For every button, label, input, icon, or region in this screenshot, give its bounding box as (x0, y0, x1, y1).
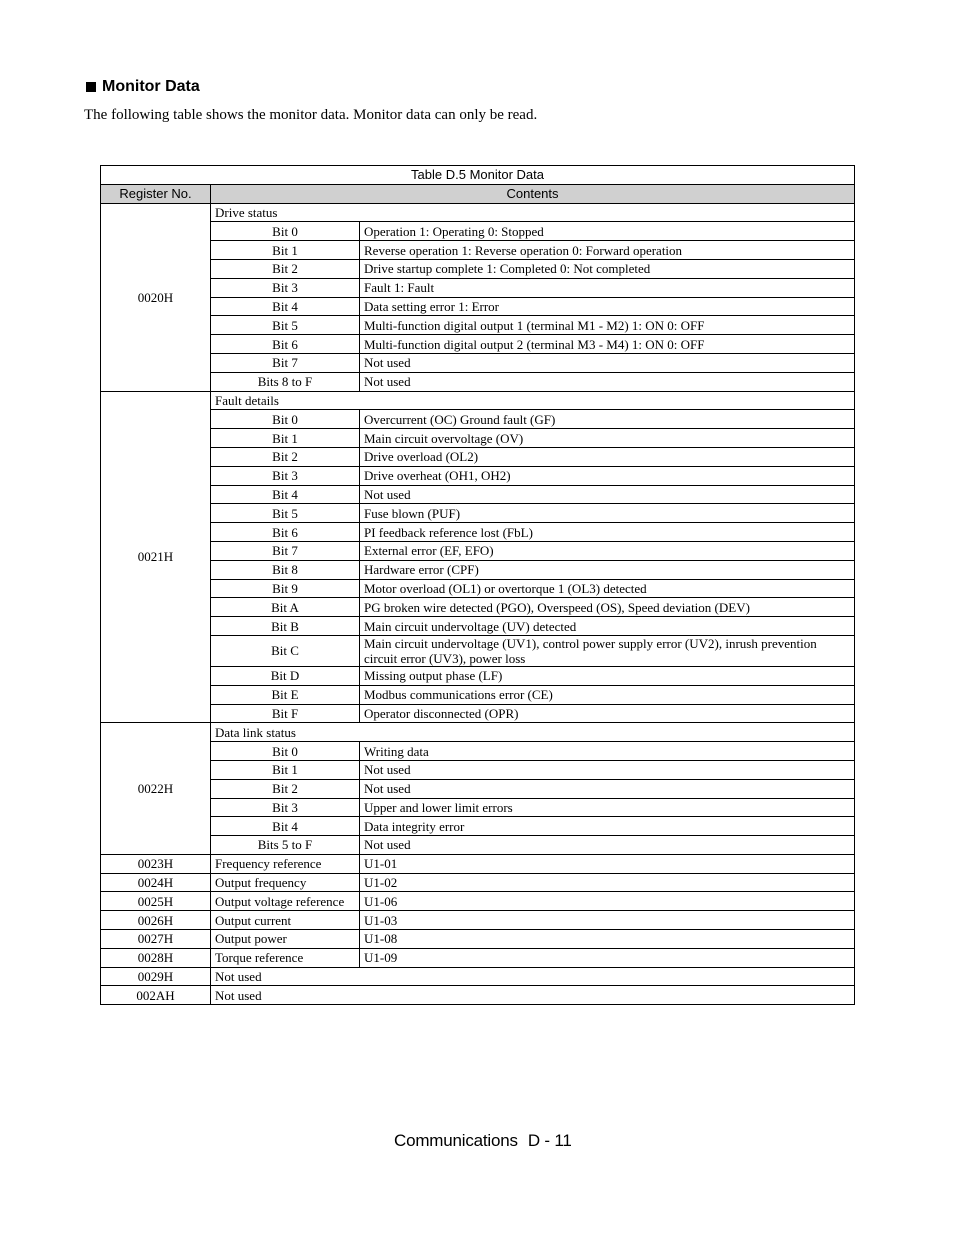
name-cell: Output power (211, 930, 360, 949)
name-cell: Output voltage reference (211, 892, 360, 911)
description-cell: Not used (360, 760, 855, 779)
description-cell: PG broken wire detected (PGO), Overspeed (OS), Speed deviation (DEV) (360, 598, 855, 617)
description-cell: Missing output phase (LF) (360, 666, 855, 685)
description-cell: Motor overload (OL1) or overtorque 1 (OL3) detected (360, 579, 855, 598)
name-cell: Output frequency (211, 873, 360, 892)
description-cell: Drive overheat (OH1, OH2) (360, 466, 855, 485)
table-row (101, 967, 855, 986)
description-cell: Upper and lower limit errors (360, 798, 855, 817)
bit-cell: Bit 4 (211, 485, 360, 504)
description-cell: Not used (360, 779, 855, 798)
bit-cell: Bit 5 (211, 316, 360, 335)
register-cell: 0026H (101, 911, 211, 930)
table-row (101, 447, 855, 466)
table-row (101, 241, 855, 260)
description-cell: Main circuit overvoltage (OV) (360, 429, 855, 448)
description-cell: External error (EF, EFO) (360, 541, 855, 560)
table-row (101, 259, 855, 278)
table-row (101, 704, 855, 723)
description-cell: Fault 1: Fault (360, 278, 855, 297)
section-heading (86, 78, 200, 96)
bit-cell: Bit A (211, 598, 360, 617)
table-row (101, 948, 855, 967)
description-cell: Data setting error 1: Error (360, 297, 855, 316)
footer-chapter: Communications (394, 1131, 518, 1150)
name-cell: Output current (211, 911, 360, 930)
table-row (101, 485, 855, 504)
monitor-cell: U1-06 (360, 892, 855, 911)
table-row (101, 873, 855, 892)
description-cell: PI feedback reference lost (FbL) (360, 523, 855, 542)
table-row (101, 541, 855, 560)
bit-cell: Bit 7 (211, 541, 360, 560)
table-row (101, 930, 855, 949)
description-cell: Overcurrent (OC) Ground fault (GF) (360, 410, 855, 429)
bit-cell: Bit 9 (211, 579, 360, 598)
table-row (101, 598, 855, 617)
section-title: Monitor Data (102, 78, 200, 95)
monitor-cell: U1-02 (360, 873, 855, 892)
table-row (101, 391, 855, 410)
register-cell: 0020H (101, 203, 211, 391)
intro-paragraph: The following table shows the monitor data. Monitor data can only be read. (84, 107, 538, 123)
bit-cell: Bits 5 to F (211, 836, 360, 855)
table-row (101, 429, 855, 448)
square-bullet-icon (86, 82, 96, 92)
table-row (101, 316, 855, 335)
bit-cell: Bit 4 (211, 297, 360, 316)
description-cell: Operation 1: Operating 0: Stopped (360, 222, 855, 241)
description-cell: Not used (360, 836, 855, 855)
monitor-cell: U1-08 (360, 930, 855, 949)
page-footer (394, 1131, 572, 1151)
register-cell: 0024H (101, 873, 211, 892)
description-cell: Multi-function digital output 1 (terminal M1 - M2) 1: ON 0: OFF (360, 316, 855, 335)
table-row (101, 986, 855, 1005)
register-cell: 0023H (101, 854, 211, 873)
table-caption: Table D.5 Monitor Data (101, 166, 855, 185)
table-row (101, 504, 855, 523)
bit-cell: Bit 1 (211, 241, 360, 260)
monitor-data-table (100, 165, 855, 1005)
footer-page-number: D - 11 (527, 1131, 572, 1150)
register-cell: 0021H (101, 391, 211, 723)
table-row (101, 798, 855, 817)
bit-cell: Bit 3 (211, 798, 360, 817)
description-cell: Not used (360, 353, 855, 372)
description-cell: Not used (211, 986, 855, 1005)
table-row (101, 466, 855, 485)
bit-cell: Bit 2 (211, 259, 360, 278)
description-cell: Modbus communications error (CE) (360, 685, 855, 704)
monitor-cell: U1-03 (360, 911, 855, 930)
bit-cell: Bit 6 (211, 335, 360, 354)
bit-cell: Bit 2 (211, 447, 360, 466)
description-cell: Main circuit undervoltage (UV) detected (360, 617, 855, 636)
table-row (101, 817, 855, 836)
register-cell: 0029H (101, 967, 211, 986)
table-row (101, 297, 855, 316)
description-cell: Drive startup complete 1: Completed 0: Not completed (360, 259, 855, 278)
table-row (101, 560, 855, 579)
bit-cell: Bit 0 (211, 742, 360, 761)
table-row (101, 685, 855, 704)
description-cell: Hardware error (CPF) (360, 560, 855, 579)
bit-cell: Bit 6 (211, 523, 360, 542)
table-row (101, 742, 855, 761)
bit-cell: Bit 0 (211, 410, 360, 429)
bit-cell: Bit 3 (211, 466, 360, 485)
column-header-register: Register No. (101, 184, 211, 203)
bit-cell: Bit 2 (211, 779, 360, 798)
table-row (101, 723, 855, 742)
table-row (101, 353, 855, 372)
group-heading-cell: Drive status (211, 203, 855, 222)
description-cell: Operator disconnected (OPR) (360, 704, 855, 723)
monitor-cell: U1-09 (360, 948, 855, 967)
bit-cell: Bit 7 (211, 353, 360, 372)
table-row (101, 635, 855, 666)
table-row (101, 579, 855, 598)
bit-cell: Bit 5 (211, 504, 360, 523)
bit-cell: Bit 1 (211, 429, 360, 448)
description-cell: Not used (360, 372, 855, 391)
bit-cell: Bit 4 (211, 817, 360, 836)
register-cell: 0027H (101, 930, 211, 949)
bit-cell: Bit 1 (211, 760, 360, 779)
description-cell: Multi-function digital output 2 (terminal M3 - M4) 1: ON 0: OFF (360, 335, 855, 354)
description-cell: Data integrity error (360, 817, 855, 836)
description-cell: Not used (211, 967, 855, 986)
table-row (101, 760, 855, 779)
register-cell: 0025H (101, 892, 211, 911)
table-row (101, 410, 855, 429)
bit-cell: Bit B (211, 617, 360, 636)
table-row (101, 523, 855, 542)
register-cell: 002AH (101, 986, 211, 1005)
description-cell: Writing data (360, 742, 855, 761)
description-cell: Reverse operation 1: Reverse operation 0: Forward operation (360, 241, 855, 260)
table-row (101, 617, 855, 636)
description-cell: Main circuit undervoltage (UV1), control power supply error (UV2), inrush prevention circuit error (UV3), power loss (360, 635, 855, 666)
description-cell: Fuse blown (PUF) (360, 504, 855, 523)
bit-cell: Bit F (211, 704, 360, 723)
table-row (101, 278, 855, 297)
table-row (101, 335, 855, 354)
description-cell: Drive overload (OL2) (360, 447, 855, 466)
register-cell: 0028H (101, 948, 211, 967)
table-row (101, 892, 855, 911)
bit-cell: Bit 0 (211, 222, 360, 241)
bit-cell: Bit 3 (211, 278, 360, 297)
table-row (101, 666, 855, 685)
monitor-cell: U1-01 (360, 854, 855, 873)
bit-cell: Bit D (211, 666, 360, 685)
table-row (101, 222, 855, 241)
table-row (101, 779, 855, 798)
name-cell: Frequency reference (211, 854, 360, 873)
register-cell: 0022H (101, 723, 211, 855)
table-row (101, 372, 855, 391)
bit-cell: Bits 8 to F (211, 372, 360, 391)
group-heading-cell: Fault details (211, 391, 855, 410)
bit-cell: Bit 8 (211, 560, 360, 579)
description-cell: Not used (360, 485, 855, 504)
group-heading-cell: Data link status (211, 723, 855, 742)
name-cell: Torque reference (211, 948, 360, 967)
bit-cell: Bit C (211, 635, 360, 666)
column-header-contents: Contents (211, 184, 855, 203)
bit-cell: Bit E (211, 685, 360, 704)
table-row (101, 911, 855, 930)
table-row (101, 854, 855, 873)
table-row (101, 203, 855, 222)
table-row (101, 836, 855, 855)
